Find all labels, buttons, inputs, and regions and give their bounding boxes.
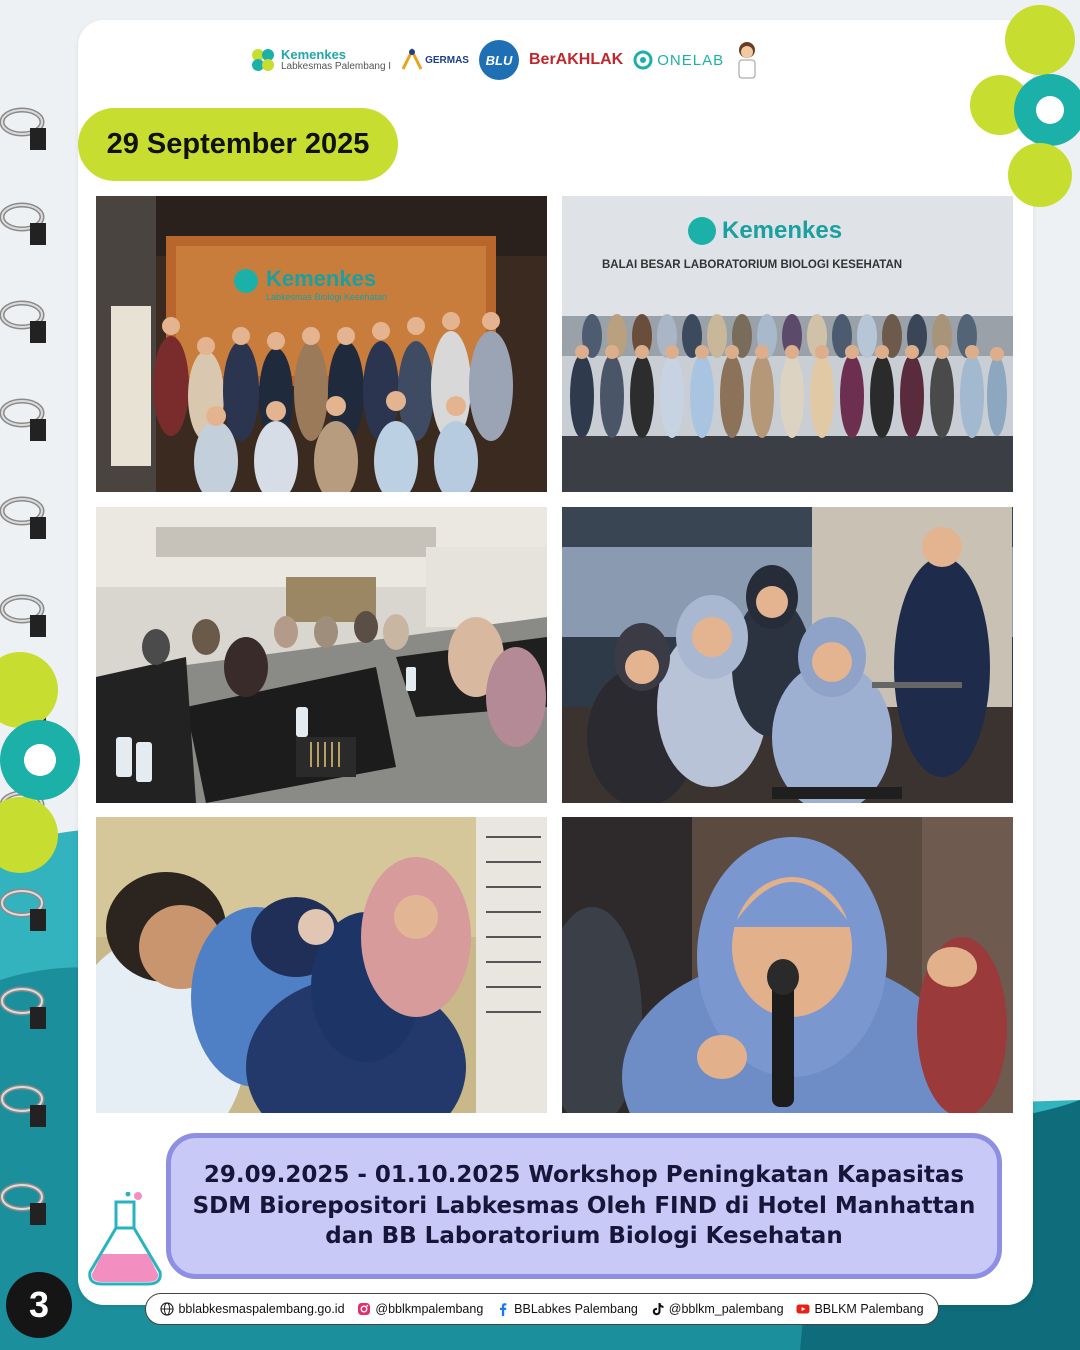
photo-group-lobby-kemenkes [96,196,547,492]
globe-icon [160,1302,174,1316]
caption-line-3: dan BB Laboratorium Biologi Kesehatan [325,1223,843,1250]
germas-logo [401,47,469,73]
date-label: 29 September 2025 [106,128,370,160]
photo-speaker-microphone [562,817,1013,1113]
tiktok-text: @bblkm_palembang [668,1302,784,1316]
photo-workshop-room [96,507,547,803]
social-footer [145,1293,939,1325]
lobby-sign-title: Kemenkes [266,266,377,291]
page-number-badge [6,1272,72,1338]
date-badge [78,108,398,181]
instagram-icon [357,1302,371,1316]
onelab-logo [633,50,724,70]
lobby-sign-subtitle: Labkesmas Biologi Kesehatan [266,292,388,302]
youtube-link[interactable] [796,1302,923,1316]
kemenkes-subtitle: Labkesmas Palembang I [281,60,392,72]
berakhlak-logo [529,52,623,68]
tiktok-link[interactable] [651,1302,784,1316]
facebook-link[interactable] [496,1302,638,1316]
photo-discussion-table [96,817,547,1113]
website-link[interactable] [160,1302,344,1316]
blu-logo [479,40,519,80]
flask-icon [82,1192,168,1288]
instagram-text: @bblkmpalembang [375,1302,484,1316]
kemenkes-logo [250,47,391,73]
germas-figure-icon [401,47,423,73]
kemenkes-title: Kemenkes [281,46,347,62]
onelab-text: ONELAB [657,51,725,69]
caption-line-2: SDM Biorepositori Labkesmas Oleh FIND di Hotel Manhattan [192,1192,976,1219]
left-flower-decoration [0,650,85,880]
germas-text: GERMAS [425,54,469,66]
partner-logos-bar [250,36,810,84]
website-text: bblabkesmaspalembang.go.id [178,1302,345,1316]
onelab-circle-icon [633,50,653,70]
caption-line-1: 29.09.2025 - 01.10.2025 Workshop Peningkatan Kapasitas [203,1162,965,1189]
building-sign-line: BALAI BESAR LABORATORIUM BIOLOGI KESEHATAN [602,259,903,271]
event-caption [193,1160,976,1252]
page-number: 3 [28,1284,50,1325]
mascot-icon [734,40,760,80]
youtube-text: BBLKM Palembang [814,1302,924,1316]
corner-flower-decoration [970,0,1080,210]
tiktok-icon [651,1302,665,1316]
building-sign-title: Kemenkes [722,217,843,244]
event-caption-box [166,1133,1002,1279]
berakhlak-text: BerAKHLAK [528,51,624,68]
photo-group-building-front [562,196,1013,492]
blu-text: BLU [485,52,513,68]
facebook-icon [496,1302,510,1316]
youtube-icon [796,1302,810,1316]
photo-small-group [562,507,1013,803]
instagram-link[interactable] [357,1302,483,1316]
facebook-text: BBLabkes Palembang [514,1302,638,1316]
kemenkes-flower-icon [250,47,276,73]
